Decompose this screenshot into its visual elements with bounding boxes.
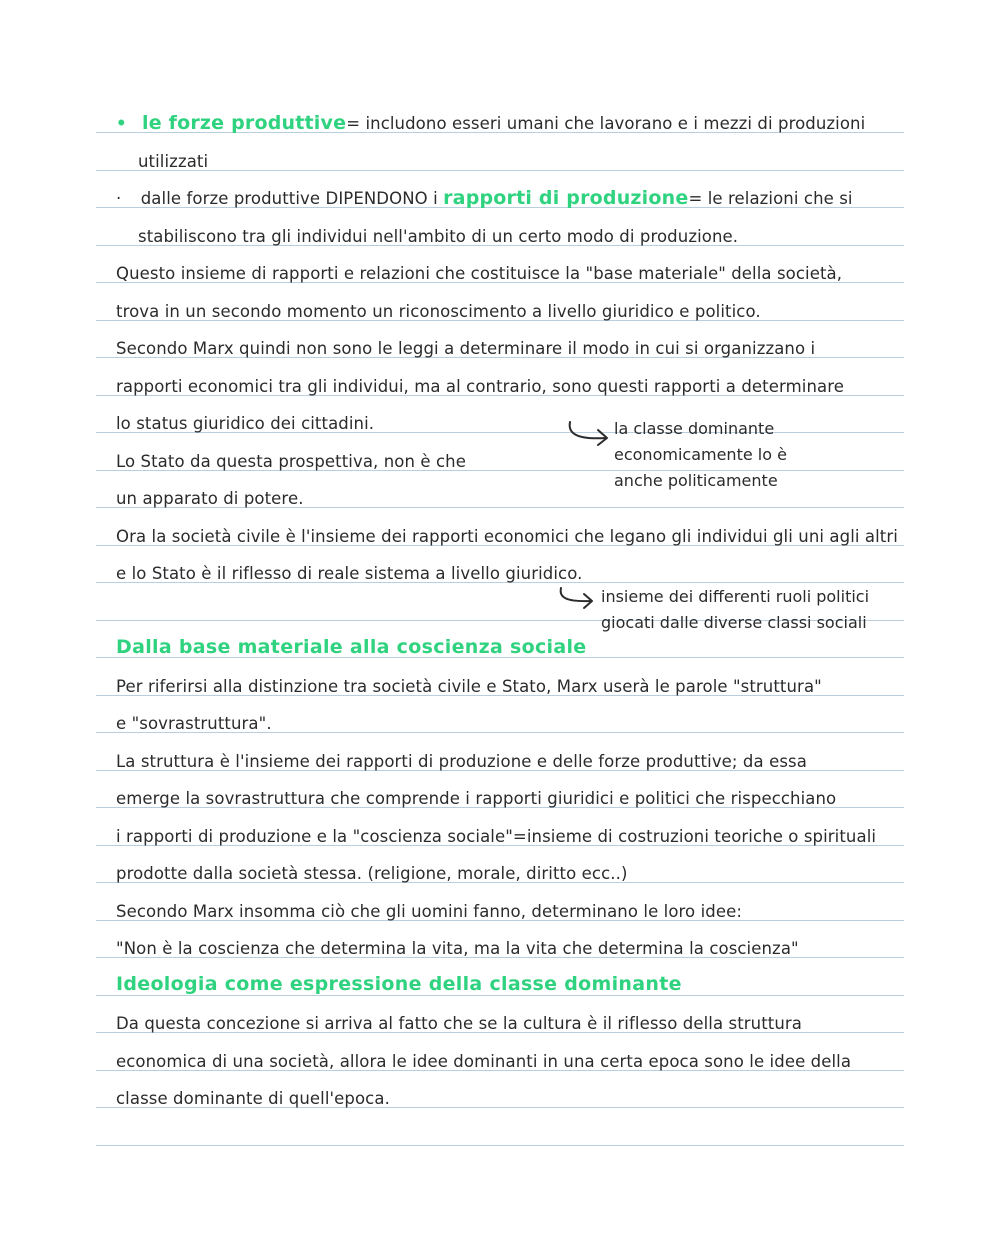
text-line: Secondo Marx quindi non sono le leggi a determinare il modo in cui si organizzano i xyxy=(116,339,816,358)
text-line: lo status giuridico dei cittadini. xyxy=(116,414,375,433)
text-line: e "sovrastruttura". xyxy=(116,714,272,733)
section-heading: Ideologia come espressione della classe dominante xyxy=(116,973,682,995)
note-line: insieme dei differenti ruoli politici xyxy=(601,587,870,606)
text-line: classe dominante di quell'epoca. xyxy=(116,1089,390,1108)
note-line: economicamente lo è xyxy=(614,445,787,464)
bullet-marker: · xyxy=(116,189,122,208)
text-line: trova in un secondo momento un riconoscimento a livello giuridico e politico. xyxy=(116,302,761,321)
quote-line: "Non è la coscienza che determina la vita, ma la vita che determina la coscienza" xyxy=(116,939,799,958)
side-note xyxy=(601,584,869,636)
bullet-continuation: stabiliscono tra gli individui nell'ambito di un certo modo di produzione. xyxy=(138,227,739,246)
text-line: un apparato di potere. xyxy=(116,489,304,508)
bullet-text: = le relazioni che si xyxy=(688,189,853,208)
bullet-marker: • xyxy=(116,114,127,133)
ruled-line xyxy=(96,1145,904,1146)
text-line: Per riferirsi alla distinzione tra società civile e Stato, Marx userà le parole "struttura" xyxy=(116,677,822,696)
text-line: economica di una società, allora le idee dominanti in una certa epoca sono le idee della xyxy=(116,1052,852,1071)
text-line: emerge la sovrastruttura che comprende i rapporti giuridici e politici che rispecchiano xyxy=(116,789,837,808)
bullet-text: dalle forze produttive DIPENDONO i xyxy=(140,189,444,208)
text-line: Lo Stato da questa prospettiva, non è che xyxy=(116,452,466,471)
text-line: Secondo Marx insomma ciò che gli uomini fanno, determinano le loro idee: xyxy=(116,902,743,921)
note-line: la classe dominante xyxy=(614,419,775,438)
section-heading: Dalla base materiale alla coscienza sociale xyxy=(116,636,587,658)
text-line: Ora la società civile è l'insieme dei rapporti economici che legano gli individui gli uni agli altri xyxy=(116,527,898,546)
bullet-item xyxy=(116,187,853,209)
text-line: prodotte dalla società stessa. (religione, morale, diritto ecc..) xyxy=(116,864,628,883)
ruled-line xyxy=(96,170,904,171)
bullet-continuation: utilizzati xyxy=(138,152,209,171)
side-note xyxy=(614,416,787,494)
key-term: le forze produttive xyxy=(142,112,347,134)
note-line: giocati dalle diverse classi sociali xyxy=(601,613,867,632)
text-line: La struttura è l'insieme dei rapporti di produzione e delle forze produttive; da essa xyxy=(116,752,807,771)
bullet-item xyxy=(116,112,865,134)
curved-arrow-icon xyxy=(566,420,616,450)
bullet-text: = includono esseri umani che lavorano e i mezzi di produzioni xyxy=(346,114,866,133)
curved-arrow-icon xyxy=(557,586,601,612)
text-line: rapporti economici tra gli individui, ma al contrario, sono questi rapporti a determinare xyxy=(116,377,844,396)
text-line: e lo Stato è il riflesso di reale sistema a livello giuridico. xyxy=(116,564,583,583)
key-term: rapporti di produzione xyxy=(443,187,689,209)
text-line: i rapporti di produzione e la "coscienza sociale"=insieme di costruzioni teoriche o spirituali xyxy=(116,827,877,846)
ruled-line xyxy=(96,995,904,996)
text-line: Questo insieme di rapporti e relazioni che costituisce la "base materiale" della società, xyxy=(116,264,843,283)
text-line: Da questa concezione si arriva al fatto che se la cultura è il riflesso della struttura xyxy=(116,1014,803,1033)
note-line: anche politicamente xyxy=(614,471,778,490)
